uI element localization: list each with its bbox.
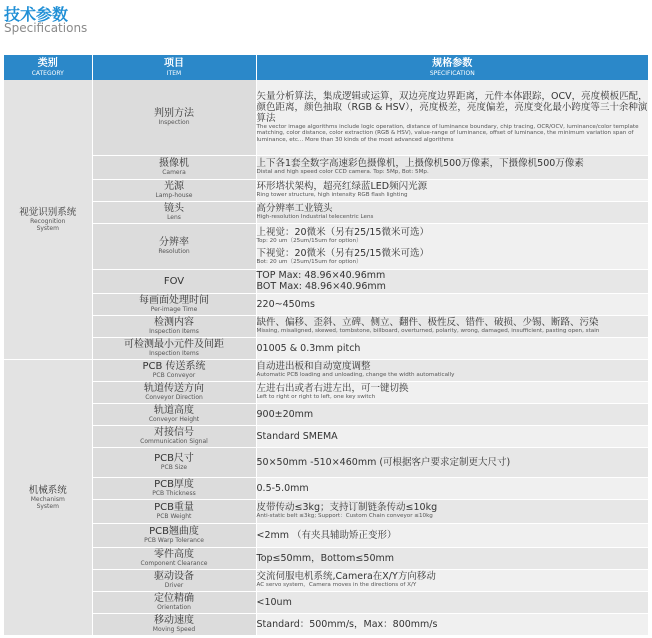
item-label: 检测内容 Inspection Items <box>92 315 256 337</box>
spec-value: <10um <box>256 591 648 613</box>
table-row <box>4 179 648 201</box>
table-row <box>4 591 648 613</box>
category-mechanism: 机械系统 Mechanism System <box>4 359 92 635</box>
item-label: 摄像机 Camera <box>92 155 256 179</box>
item-label: 零件高度 Component Clearance <box>92 547 256 569</box>
spec-value: 0.5-5.0mm <box>256 477 648 499</box>
spec-value: 900±20mm <box>256 403 648 425</box>
item-label: 定位精确 Orientation <box>92 591 256 613</box>
item-label: PCB重量 PCB Weight <box>92 499 256 523</box>
column-header-item: 项目 ITEM <box>92 55 256 80</box>
item-label: 判别方法 Inspection <box>92 80 256 155</box>
table-row <box>4 359 648 381</box>
item-label: 可检测最小元件及间距 Inspection Items <box>92 337 256 359</box>
column-header-category: 类别 CATEGORY <box>4 55 92 80</box>
spec-value: TOP Max: 48.96×40.96mm BOT Max: 48.96×40.96mm <box>256 269 648 293</box>
item-label: PCB 传送系统 PCB Conveyor <box>92 359 256 381</box>
table-row <box>4 293 648 315</box>
spec-value: 01005 & 0.3mm pitch <box>256 337 648 359</box>
item-label: 驱动设备 Driver <box>92 569 256 591</box>
spec-value: 220~450ms <box>256 293 648 315</box>
spec-table <box>4 55 648 636</box>
item-label: PCB厚度 PCB Thickness <box>92 477 256 499</box>
table-row <box>4 201 648 223</box>
spec-value: Top≤50mm，Bottom≤50mm <box>256 547 648 569</box>
table-row <box>4 547 648 569</box>
category-vision: 视觉识别系统 Recognition System <box>4 80 92 359</box>
page-title: 技术参数 <box>4 5 69 24</box>
table-row <box>4 447 648 477</box>
table-row <box>4 80 648 155</box>
table-row <box>4 425 648 447</box>
table-header-row <box>4 55 648 80</box>
table-row <box>4 315 648 337</box>
table-row <box>4 499 648 523</box>
item-label: 轨道传送方向 Conveyor Direction <box>92 381 256 403</box>
item-label: PCB尺寸 PCB Size <box>92 447 256 477</box>
spec-value: 环形塔状架构，超亮红绿蓝LED频闪光源 Ring tower structure, high intensity RGB flash lighting <box>256 179 648 201</box>
spec-value: 左进右出或者右进左出，可一键切换 Left to right or right to left, one key switch <box>256 381 648 403</box>
page-subtitle: Specifications <box>4 21 88 35</box>
spec-value: 皮带传动≤3kg；支持订制链条传动≤10kg Anti-static belt ≤3kg; Support：Custom Chain conveyor ≤10kg <box>256 499 648 523</box>
item-label: PCB翘曲度 PCB Warp Tolerance <box>92 523 256 547</box>
item-label: 镜头 Lens <box>92 201 256 223</box>
table-row <box>4 403 648 425</box>
table-row <box>4 569 648 591</box>
spec-value: 高分辨率工业镜头 High-resolution Industrial telecentric Lens <box>256 201 648 223</box>
item-label: 移动速度 Moving Speed <box>92 613 256 635</box>
spec-value: Standard SMEMA <box>256 425 648 447</box>
table-row <box>4 477 648 499</box>
table-row <box>4 337 648 359</box>
spec-value: Standard：500mm/s，Max：800mm/s <box>256 613 648 635</box>
table-row <box>4 223 648 269</box>
spec-value: 上视觉：20微米（另有25/15微米可选） Top: 20 um（25um/15um for option） 下视觉：20微米（另有25/15微米可选） Bot: 20 um（25um/15um for option） <box>256 223 648 269</box>
item-label: FOV <box>92 269 256 293</box>
item-label: 光源 Lamp-house <box>92 179 256 201</box>
spec-value: 缺件、偏移、歪斜、立碑、侧立、翻件、极性反、错件、破损、少锡、断路、污染 Missing, misaligned, skewed, tombstone, billboard, overturned, polarity, wrong, damaged, insufficient, pasting open, stain <box>256 315 648 337</box>
spec-value: 自动进出板和自动宽度调整 Automatic PCB loading and unloading, change the width automatically <box>256 359 648 381</box>
spec-value: 50×50mm -510×460mm (可根据客户要求定制更大尺寸) <box>256 447 648 477</box>
spec-value: 交流伺服电机系统,Camera在X/Y方向移动 AC servo system，Camera moves in the directions of X/Y <box>256 569 648 591</box>
spec-value: 矢量分析算法，集成逻辑或运算，双边亮度边界距离，元件本体跟踪，OCV，亮度模板匹配，颜色距离，颜色抽取（RGB & HSV），亮度极差，亮度偏差，亮度变化最小跨度等三十余种演算法 The vector image algorithms include logic operation, distance of luminance boundary, chip tracing, OCR/OCV, luminance/color template matching, color distance, color extraction (RGB & HSV), value-range of luminance, offset of luminance, the minimum variation span of luminance, etc... More than 30 kinds of the most advanced algorithms <box>256 80 648 155</box>
item-label: 轨道高度 Conveyor Height <box>92 403 256 425</box>
item-label: 分辨率 Resolution <box>92 223 256 269</box>
table-row <box>4 381 648 403</box>
item-label: 每画面处理时间 Per-image Time <box>92 293 256 315</box>
table-row <box>4 155 648 179</box>
item-label: 对接信号 Communication Signal <box>92 425 256 447</box>
column-header-spec: 规格参数 SPECIFICATION <box>256 55 648 80</box>
spec-value: 上下各1套全数字高速彩色摄像机，上摄像机500万像素，下摄像机500万像素 Distal and high speed color CCD camera. Top: 5Mp, Bot: 5Mp. <box>256 155 648 179</box>
spec-value: <2mm （有夹具辅助矫正变形） <box>256 523 648 547</box>
table-row <box>4 523 648 547</box>
table-row <box>4 269 648 293</box>
table-row <box>4 613 648 635</box>
